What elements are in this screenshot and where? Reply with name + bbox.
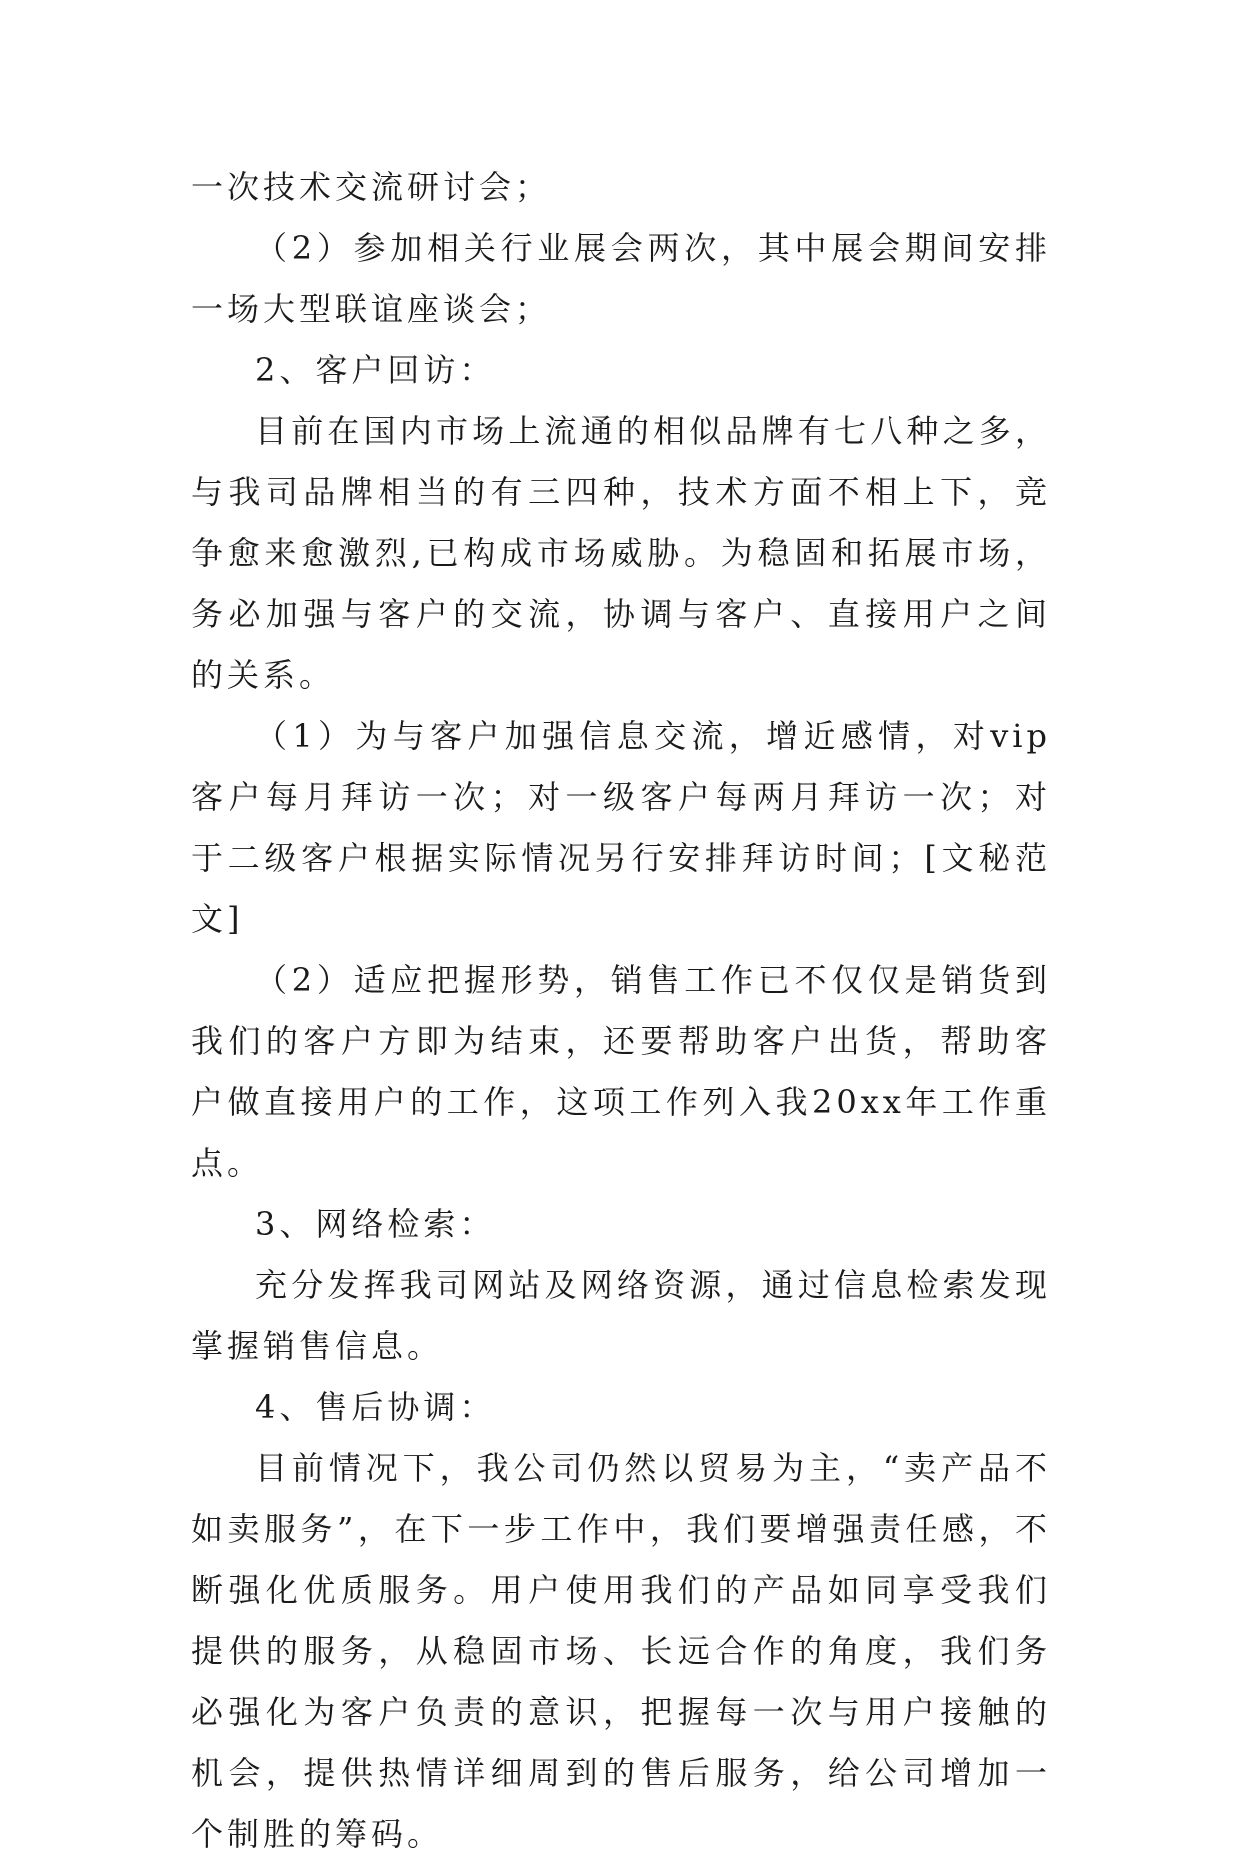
paragraph-continuation: 一次技术交流研讨会； <box>191 168 552 206</box>
paragraph-market-situation: 目前在国内市场上流通的相似品牌有七八种之多，与我司品牌相当的有三四种，技术方面不相上下，竞争愈来愈激烈,已构成市场威胁。为稳固和拓展市场，务必加强与客户的交流，协调与客户、直接用户之间的关系。 <box>191 412 1051 694</box>
heading-customer-visits: 2、客户回访： <box>255 351 496 389</box>
document-body <box>191 157 1051 1865</box>
paragraph-exhibition: （2）参加相关行业展会两次，其中展会期间安排一场大型联谊座谈会； <box>191 229 1051 328</box>
paragraph-visit-schedule: （1）为与客户加强信息交流，增近感情，对vip客户每月拜访一次；对一级客户每两月拜访一次；对于二级客户根据实际情况另行安排拜访时间；[文秘范文] <box>191 717 1051 938</box>
heading-after-sales: 4、售后协调： <box>255 1388 496 1426</box>
paragraph-after-sales-service: 目前情况下，我公司仍然以贸易为主，“卖产品不如卖服务”，在下一步工作中，我们要增强责任感，不断强化优质服务。用户使用我们的产品如同享受我们提供的服务，从稳固市场、长远合作的角度，我们务必强化为客户负责的意识，把握每一次与用户接触的机会，提供热情详细周到的售后服务，给公司增加一个制胜的筹码。 <box>191 1449 1051 1853</box>
paragraph-sales-work: （2）适应把握形势，销售工作已不仅仅是销货到我们的客户方即为结束，还要帮助客户出货，帮助客户做直接用户的工作，这项工作列入我20xx年工作重点。 <box>191 961 1051 1182</box>
heading-network-search: 3、网络检索： <box>255 1205 496 1243</box>
paragraph-network-resources: 充分发挥我司网站及网络资源，通过信息检索发现掌握销售信息。 <box>191 1266 1051 1365</box>
